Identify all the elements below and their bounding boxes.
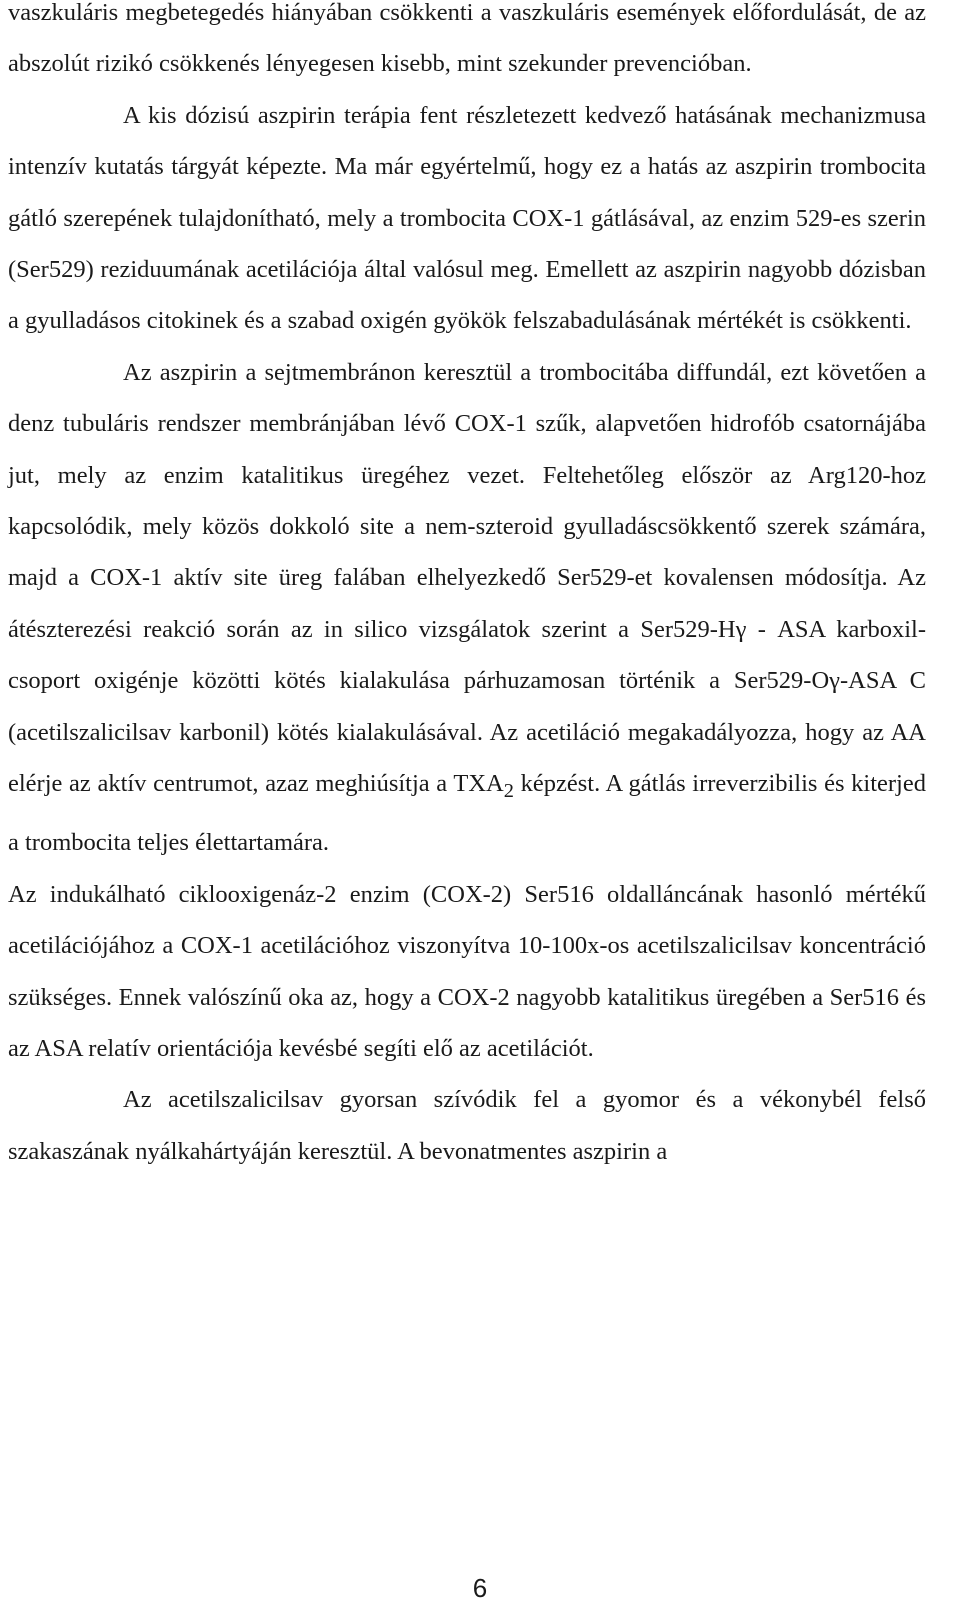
paragraph-5: Az acetilszalicilsav gyorsan szívódik fel a gyomor és a vékonybél felső szakaszának nyálkahártyáján keresztül. A bevonatmentes aszpirin a xyxy=(8,1086,926,1165)
paragraph-3 xyxy=(8,347,926,869)
paragraph-4: Az indukálható ciklooxigenáz-2 enzim (COX-2) Ser516 oldalláncának hasonló mértékű acetilációjához a COX-1 acetilációhoz viszonyítva 10-100x-os acetilszalicilsav koncentráció szükséges. Ennek valószínű oka az, hogy a COX-2 nagyobb katalitikus üregében a Ser516 és az ASA relatív orientációja kevésbé segíti elő az acetilációt. xyxy=(8,880,926,1063)
paragraph-1: vaszkuláris megbetegedés hiányában csökkenti a vaszkuláris események előfordulását, de az abszolút rizikó csökkenés lényegesen kisebb, mint szekunder prevencióban. xyxy=(8,0,926,78)
page-number: 6 xyxy=(472,1573,488,1603)
paragraph-3-text-a: Az aszpirin a sejtmembránon keresztül a trombocitába diffundál, ezt követően a denz tubuláris rendszer membránjában lévő COX-1 szűk, alapvetően hidrofób csatornájába jut, mely az enzim katalitikus üregéhez vezet. Feltehetőleg először az Arg120-hoz kapcsolódik, mely közös dokkoló site a nem-szteroid gyulladáscsökkentő szerek számára, majd a COX-1 aktív site üreg falában elhelyezkedő Ser529-et kovalensen módosítja. Az átészterezési reakció során az in silico vizsgálatok szerint a Ser529-Hγ - ASA karboxil-csoport oxigénje közötti kötés kialakulása párhuzamosan történik a Ser529-Oγ-ASA C (acetilszalicilsav karbonil) kötés kialakulásával. Az acetiláció megakadályozza, hogy az AA elérje az aktív centrumot, azaz meghiúsítja a TXA xyxy=(8,358,926,798)
subscript-2: 2 xyxy=(503,779,514,802)
paragraph-3-text-b: képzést. A gátlás irreverzibilis és kiterjed a trombocita teljes élettartamára. xyxy=(8,770,926,857)
document-page xyxy=(8,0,926,1618)
paragraph-2: A kis dózisú aszpirin terápia fent részletezett kedvező hatásának mechanizmusa intenzív kutatás tárgyát képezte. Ma már egyértelmű, hogy ez a hatás az aszpirin trombocita gátló szerepének tulajdonítható, mely a trombocita COX-1 gátlásával, az enzim 529-es szerin (Ser529) reziduumának acetilációja által valósul meg. Emellett az aszpirin nagyobb dózisban a gyulladásos citokinek és a szabad oxigén gyökök felszabadulásának mértékét is csökkenti. xyxy=(8,101,926,335)
